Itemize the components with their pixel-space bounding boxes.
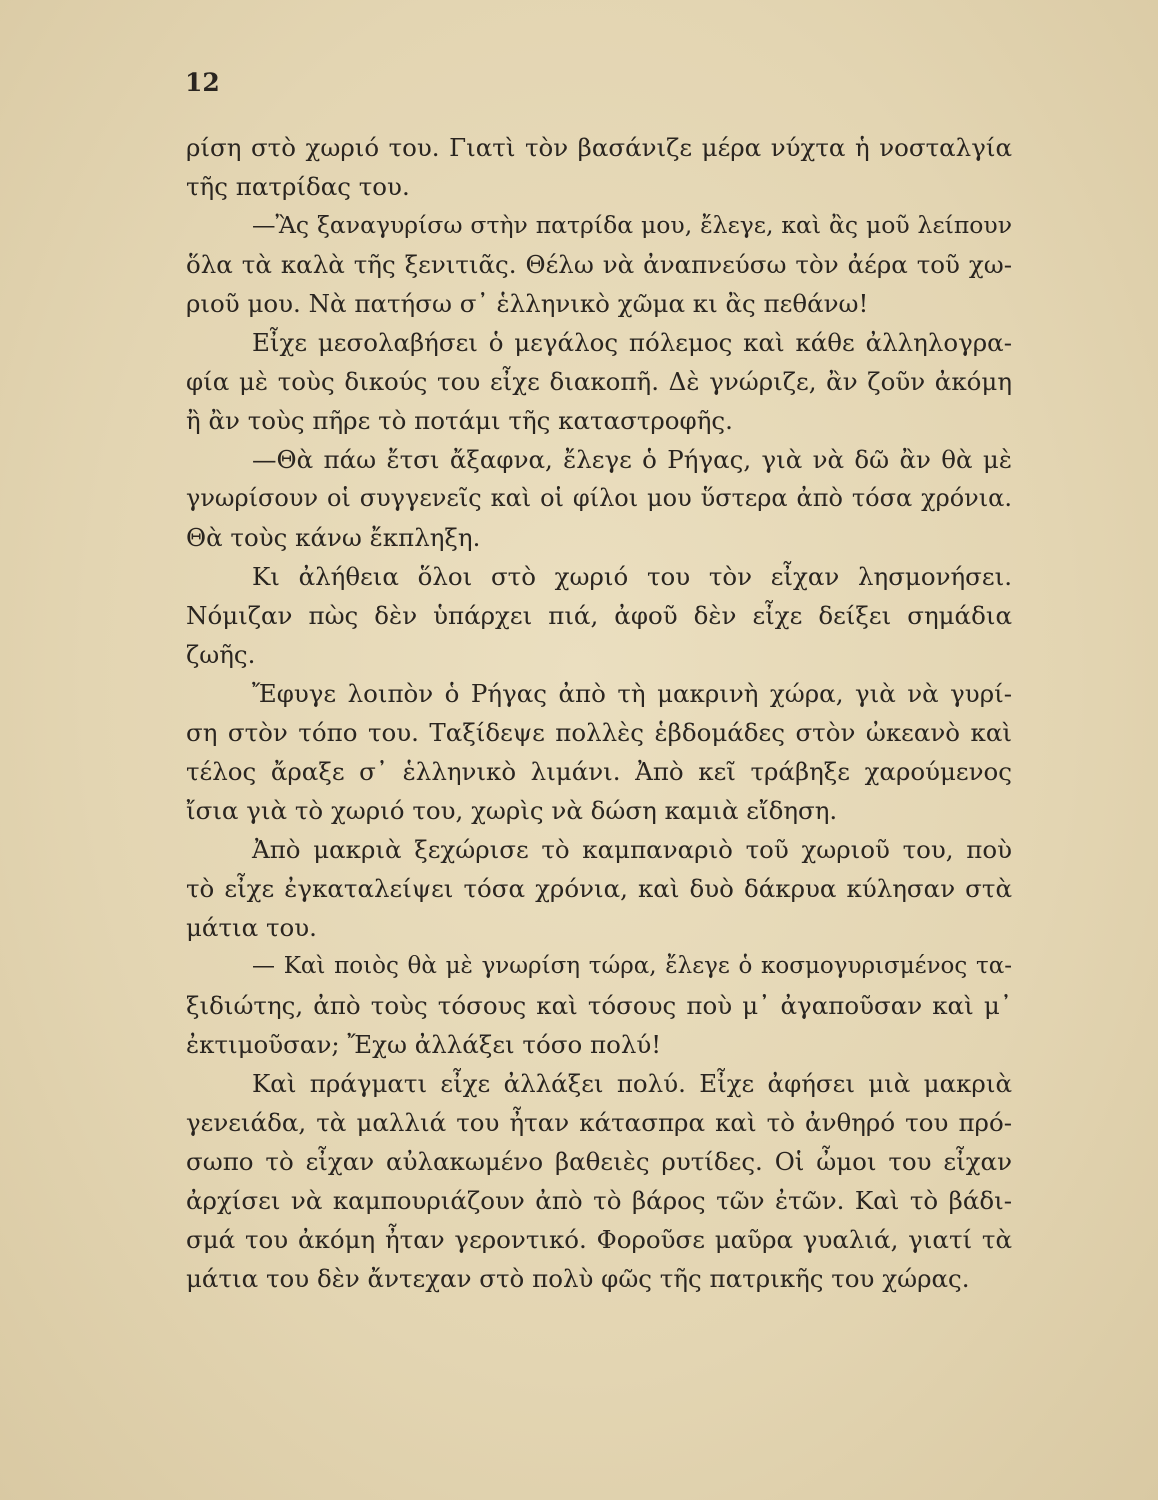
text-line: ἀρχίσει νὰ καμπουριάζουν ἀπὸ τὸ βάρος τῶν ἐτῶν. Καὶ τὸ βάδι- [186, 1186, 1012, 1215]
text-line: —Θὰ πάω ἔτσι ἄξαφνα, ἔλεγε ὁ Ρήγας, γιὰ νὰ δῶ ἂν θὰ μὲ [252, 445, 1012, 474]
text-line: σωπο τὸ εἶχαν αὐλακωμένο βαθειὲς ρυτίδες. Οἱ ὦμοι του εἶχαν [186, 1147, 1012, 1176]
text-line: τὸ εἶχε ἐγκαταλείψει τόσα χρόνια, καὶ δυὸ δάκρυα κύλησαν στὰ [186, 874, 1012, 903]
text-line: ξιδιώτης, ἀπὸ τοὺς τόσους καὶ τόσους ποὺ μ᾿ ἀγαποῦσαν καὶ μ᾿ [186, 991, 1012, 1020]
text-line: μάτια του δὲν ἄντεχαν στὸ πολὺ φῶς τῆς πατρικῆς του χώρας. [186, 1264, 970, 1293]
text-line: ση στὸν τόπο του. Ταξίδεψε πολλὲς ἑβδομάδες στὸν ὠκεανὸ καὶ [186, 718, 1012, 747]
text-line: Εἶχε μεσολαβήσει ὁ μεγάλος πόλεμος καὶ κάθε ἀλληλογρα- [252, 328, 1012, 357]
text-line: Καὶ πράγματι εἶχε ἀλλάξει πολύ. Εἶχε ἀφήσει μιὰ μακριὰ [252, 1069, 1012, 1098]
text-line: ὅλα τὰ καλὰ τῆς ξενιτιᾶς. Θέλω νὰ ἀναπνεύσω τὸν ἀέρα τοῦ χω- [186, 250, 1012, 279]
text-line: γενειάδα, τὰ μαλλιά του ἦταν κάτασπρα καὶ τὸ ἀνθηρό του πρό- [186, 1108, 1012, 1137]
text-line: γνωρίσουν οἱ συγγενεῖς καὶ οἱ φίλοι μου ὕστερα ἀπὸ τόσα χρόνια. [186, 484, 1012, 512]
page-text [186, 128, 1012, 1298]
text-line: τέλος ἄραξε σ᾿ ἑλληνικὸ λιμάνι. Ἀπὸ κεῖ τράβηξε χαρούμενος [186, 757, 1012, 786]
text-line: ρίση στὸ χωριό του. Γιατὶ τὸν βασάνιζε μέρα νύχτα ἡ νοσταλγία [186, 133, 1012, 162]
text-line: — Καὶ ποιὸς θὰ μὲ γνωρίση τώρα, ἔλεγε ὁ κοσμογυρισμένος τα- [252, 953, 1012, 979]
text-line: φία μὲ τοὺς δικούς του εἶχε διακοπῆ. Δὲ γνώριζε, ἂν ζοῦν ἀκόμη [186, 367, 1012, 396]
page-number: 12 [185, 68, 220, 97]
text-line: Ἔφυγε λοιπὸν ὁ Ρήγας ἀπὸ τὴ μακρινὴ χώρα, γιὰ νὰ γυρί- [252, 679, 1012, 708]
text-line: τῆς πατρίδας του. [186, 172, 410, 201]
text-line: ἢ ἂν τοὺς πῆρε τὸ ποτάμι τῆς καταστροφῆς. [186, 406, 733, 435]
text-line: Θὰ τοὺς κάνω ἔκπληξη. [186, 523, 481, 552]
text-line: ἐκτιμοῦσαν; Ἔχω ἀλλάξει τόσο πολύ! [186, 1030, 662, 1059]
text-line: Νόμιζαν πὼς δὲν ὑπάρχει πιά, ἀφοῦ δὲν εἶχε δείξει σημάδια [186, 601, 1012, 630]
text-line: ἴσια γιὰ τὸ χωριό του, χωρὶς νὰ δώση καμιὰ εἴδηση. [186, 796, 838, 825]
text-line: σμά του ἀκόμη ἦταν γεροντικό. Φοροῦσε μαῦρα γυαλιά, γιατί τὰ [186, 1225, 1012, 1254]
text-line: Ἀπὸ μακριὰ ξεχώρισε τὸ καμπαναριὸ τοῦ χωριοῦ του, ποὺ [252, 835, 1012, 864]
text-line: Κι ἀλήθεια ὅλοι στὸ χωριό του τὸν εἶχαν λησμονήσει. [252, 562, 1012, 591]
text-line: ριοῦ μου. Νὰ πατήσω σ᾿ ἑλληνικὸ χῶμα κι ἂς πεθάνω! [186, 289, 869, 318]
text-line: ζωῆς. [186, 640, 256, 669]
text-line: μάτια του. [186, 913, 317, 942]
text-line: —Ἂς ξαναγυρίσω στὴν πατρίδα μου, ἔλεγε, καὶ ἂς μοῦ λείπουν [252, 211, 1012, 239]
